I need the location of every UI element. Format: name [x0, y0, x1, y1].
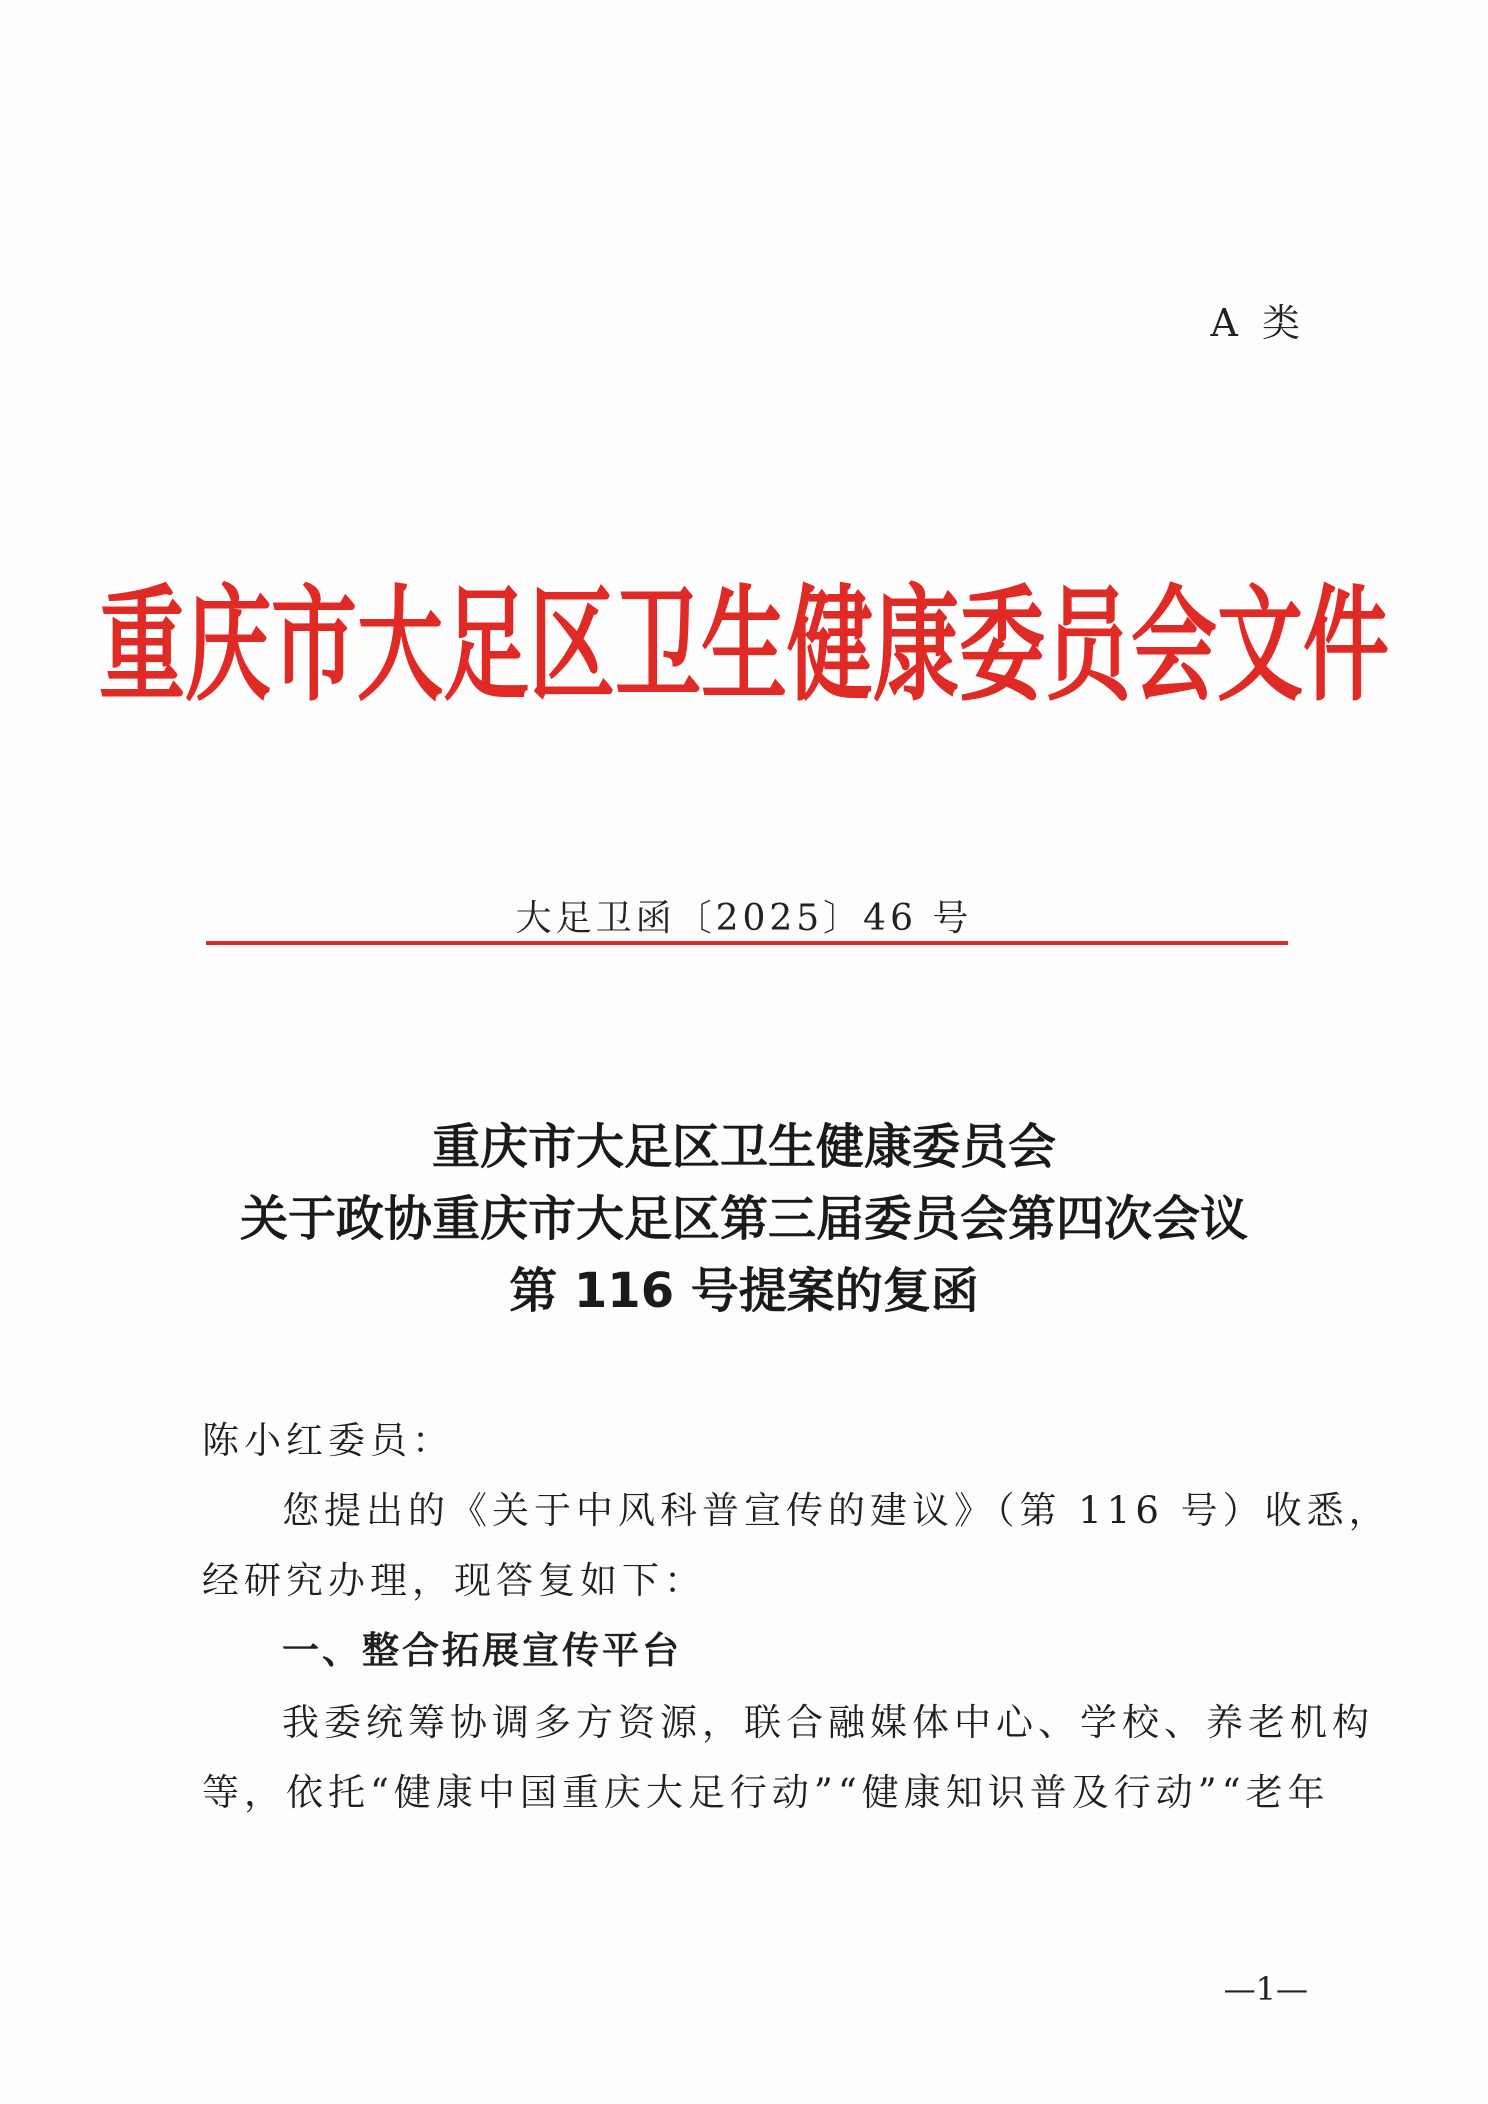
paragraph-2-line-2: 等，依托“健康中国重庆大足行动”“健康知识普及行动”“老年 [202, 1771, 1330, 1814]
paragraph-1-line-1: 您提出的《关于中风科普宣传的建议》（第 116 号）收悉， [282, 1489, 1391, 1532]
title-line-3: 第 116 号提案的复函 [509, 1263, 979, 1319]
paragraph-2-line-1: 我委统筹协调多方资源，联合融媒体中心、学校、养老机构 [282, 1701, 1374, 1744]
classification-label: A 类 [1210, 301, 1306, 345]
salutation: 陈小红委员： [202, 1419, 454, 1462]
paragraph-1-line-2: 经研究办理，现答复如下： [202, 1559, 706, 1602]
document-header-title: 重庆市大足区卫生健康委员会文件 [99, 574, 1389, 719]
title-line-1: 重庆市大足区卫生健康委员会 [431, 1119, 1056, 1175]
red-divider-line [206, 941, 1288, 945]
title-line-2: 关于政协重庆市大足区第三届委员会第四次会议 [239, 1191, 1248, 1247]
document-number: 大足卫函〔2025〕46 号 [515, 898, 973, 939]
section-1-heading: 一、整合拓展宣传平台 [282, 1629, 682, 1672]
page-number: —1— [1223, 1970, 1308, 2008]
